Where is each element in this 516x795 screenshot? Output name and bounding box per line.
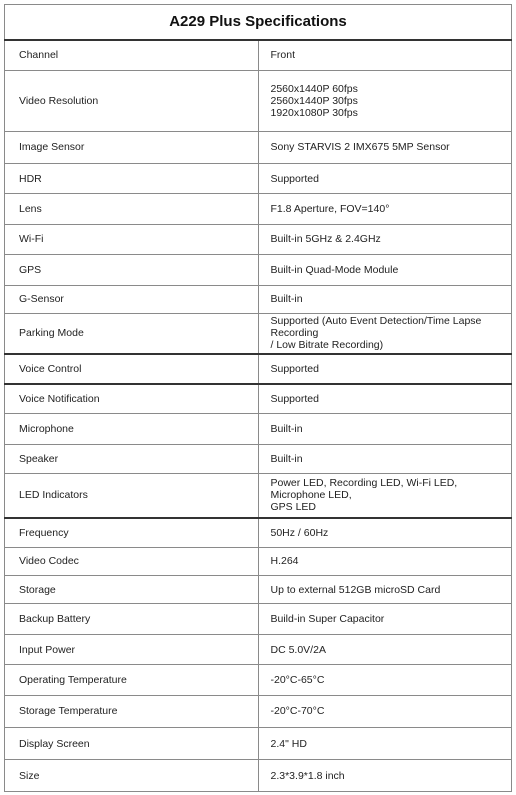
spec-value	[258, 40, 512, 70]
spec-value	[258, 224, 512, 254]
spec-value	[258, 255, 512, 285]
spec-value-line: 50Hz / 60Hz	[270, 526, 329, 539]
spec-value	[258, 131, 512, 163]
spec-value-line: Built-in 5GHz & 2.4GHz	[270, 233, 381, 246]
spec-value-line: Built-in Quad-Mode Module	[270, 263, 399, 276]
spec-label: Size	[5, 760, 259, 792]
table-row	[5, 634, 512, 664]
spec-label: Operating Temperature	[5, 665, 259, 695]
spec-label: Video Resolution	[5, 70, 259, 131]
table-row	[5, 194, 512, 224]
spec-value	[258, 665, 512, 695]
spec-value	[258, 384, 512, 413]
spec-value-line: H.264	[270, 555, 299, 568]
table-row	[5, 728, 512, 760]
table-row	[5, 164, 512, 194]
spec-label: Backup Battery	[5, 604, 259, 634]
spec-label: LED Indicators	[5, 473, 259, 518]
spec-value-line: F1.8 Aperture, FOV=140°	[270, 203, 390, 216]
table-row	[5, 665, 512, 695]
spec-value	[258, 634, 512, 664]
spec-value-line: Supported	[270, 363, 319, 376]
spec-value-line: Built-in	[270, 293, 303, 306]
spec-label: Microphone	[5, 414, 259, 444]
table-row	[5, 285, 512, 313]
table-row	[5, 255, 512, 285]
table-row	[5, 576, 512, 604]
table-row	[5, 40, 512, 70]
spec-value-line: Front	[270, 49, 296, 62]
spec-value	[258, 414, 512, 444]
spec-value	[258, 473, 512, 518]
spec-value-line: Supported (Auto Event Detection/Time Lapse Recording	[270, 315, 482, 340]
spec-value-line: Up to external 512GB microSD Card	[270, 583, 441, 596]
table-row	[5, 70, 512, 131]
spec-value	[258, 518, 512, 547]
table-row	[5, 760, 512, 792]
spec-value-line: Built-in	[270, 452, 303, 465]
spec-label: HDR	[5, 164, 259, 194]
table-row	[5, 313, 512, 354]
table-row	[5, 547, 512, 575]
spec-label: Lens	[5, 194, 259, 224]
spec-label: Parking Mode	[5, 313, 259, 354]
spec-value-line: -20°C-70°C	[270, 705, 325, 718]
spec-value	[258, 444, 512, 473]
table-row	[5, 354, 512, 384]
table-row	[5, 131, 512, 163]
spec-table	[4, 4, 512, 792]
spec-label: Image Sensor	[5, 131, 259, 163]
spec-value-line: Build-in Super Capacitor	[270, 613, 385, 626]
spec-value	[258, 194, 512, 224]
spec-value	[258, 354, 512, 384]
spec-value-line: 1920x1080P 30fps	[270, 106, 358, 119]
spec-label: Wi-Fi	[5, 224, 259, 254]
spec-value	[258, 695, 512, 727]
spec-value	[258, 164, 512, 194]
spec-label: GPS	[5, 255, 259, 285]
spec-label: Frequency	[5, 518, 259, 547]
spec-value-line: Sony STARVIS 2 IMX675 5MP Sensor	[270, 141, 450, 154]
spec-label: Storage Temperature	[5, 695, 259, 727]
table-row	[5, 604, 512, 634]
spec-label: Speaker	[5, 444, 259, 473]
spec-value	[258, 547, 512, 575]
spec-value-line: 2560x1440P 60fps	[270, 82, 358, 95]
spec-value	[258, 576, 512, 604]
spec-label: Input Power	[5, 634, 259, 664]
spec-label: G-Sensor	[5, 285, 259, 313]
spec-value-line: Supported	[270, 393, 319, 406]
spec-value-line: 2.4" HD	[270, 737, 307, 750]
spec-value	[258, 285, 512, 313]
spec-label: Display Screen	[5, 728, 259, 760]
spec-value-line: 2.3*3.9*1.8 inch	[270, 769, 345, 782]
table-row	[5, 518, 512, 547]
spec-label: Video Codec	[5, 547, 259, 575]
spec-value-line: 2560x1440P 30fps	[270, 94, 358, 107]
title-row	[5, 5, 512, 41]
spec-value-line: DC 5.0V/2A	[270, 643, 326, 656]
table-row	[5, 695, 512, 727]
spec-value	[258, 760, 512, 792]
table-row	[5, 414, 512, 444]
spec-value	[258, 728, 512, 760]
spec-body	[5, 40, 512, 792]
table-row	[5, 384, 512, 413]
table-row	[5, 224, 512, 254]
table-row	[5, 473, 512, 518]
spec-label: Storage	[5, 576, 259, 604]
spec-value-line: Built-in	[270, 422, 303, 435]
spec-label: Voice Notification	[5, 384, 259, 413]
spec-value-line: -20°C-65°C	[270, 673, 325, 686]
spec-value	[258, 70, 512, 131]
spec-value	[258, 604, 512, 634]
spec-label: Voice Control	[5, 354, 259, 384]
spec-value-line: / Low Bitrate Recording)	[270, 339, 384, 352]
spec-value-line: GPS LED	[270, 501, 317, 514]
spec-value-line: Power LED, Recording LED, Wi-Fi LED, Microphone LED,	[270, 477, 458, 502]
spec-value	[258, 313, 512, 354]
spec-value-line: Supported	[270, 172, 319, 185]
page-title: A229 Plus Specifications	[5, 5, 512, 41]
table-row	[5, 444, 512, 473]
spec-label: Channel	[5, 40, 259, 70]
